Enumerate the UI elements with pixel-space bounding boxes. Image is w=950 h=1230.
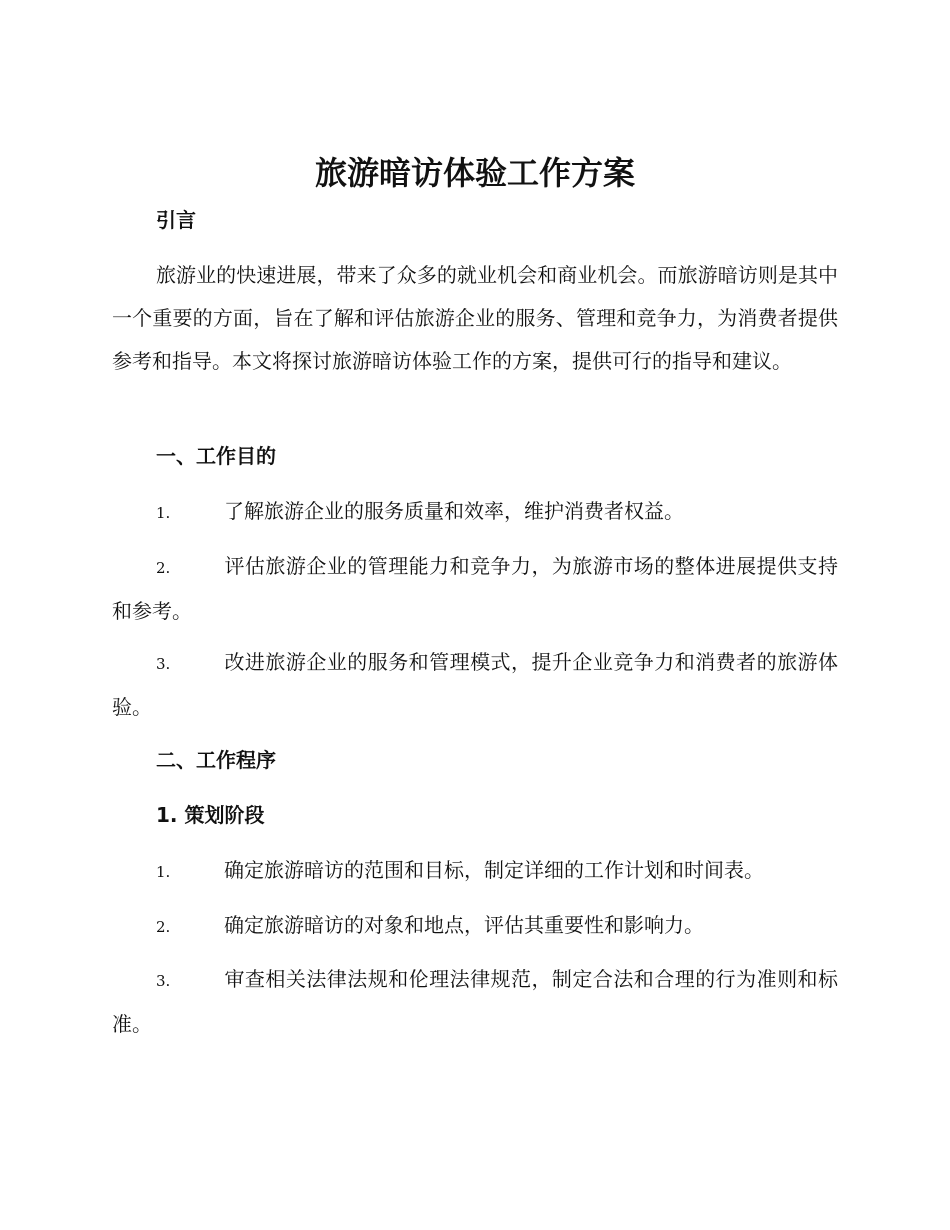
section-heading-purpose: 一、工作目的: [156, 444, 276, 468]
list-item-text: 确定旅游暗访的范围和目标，制定详细的工作计划和时间表。: [224, 858, 764, 882]
list-item: [112, 641, 838, 729]
document-title: 旅游暗访体验工作方案: [314, 154, 635, 192]
list-item-text: 审查相关法律法规和伦理法律规范，制定合法和合理的行为准则和标准。: [112, 967, 838, 1036]
list-item: [112, 545, 838, 633]
list-item: [112, 849, 838, 894]
list-item: [112, 490, 838, 535]
list-item-text: 了解旅游企业的服务质量和效率，维护消费者权益。: [224, 499, 684, 523]
list-item-number: 1.: [156, 504, 171, 522]
list-item-text: 评估旅游企业的管理能力和竞争力，为旅游市场的整体进展提供支持和参考。: [112, 554, 838, 623]
list-item-text: 确定旅游暗访的对象和地点，评估其重要性和影响力。: [224, 913, 704, 937]
list-item-number: 3.: [156, 972, 171, 990]
list-item-number: 2.: [156, 918, 171, 936]
list-item-text: 改进旅游企业的服务和管理模式，提升企业竞争力和消费者的旅游体验。: [112, 650, 838, 719]
list-item-number: 3.: [156, 655, 171, 673]
subsection-heading-planning: 1. 策划阶段: [156, 803, 265, 827]
section-heading-procedure: 二、工作程序: [156, 748, 276, 772]
list-item: [112, 958, 838, 1046]
intro-heading: 引言: [156, 208, 196, 232]
list-item: [112, 904, 838, 949]
list-item-number: 2.: [156, 559, 171, 577]
list-item-number: 1.: [156, 863, 171, 881]
intro-paragraph: 旅游业的快速进展，带来了众多的就业机会和商业机会。而旅游暗访则是其中一个重要的方面，旨在了解和评估旅游企业的服务、管理和竞争力，为消费者提供参考和指导。本文将探讨旅游暗访体验工作的方案，提供可行的指导和建议。: [112, 263, 838, 373]
